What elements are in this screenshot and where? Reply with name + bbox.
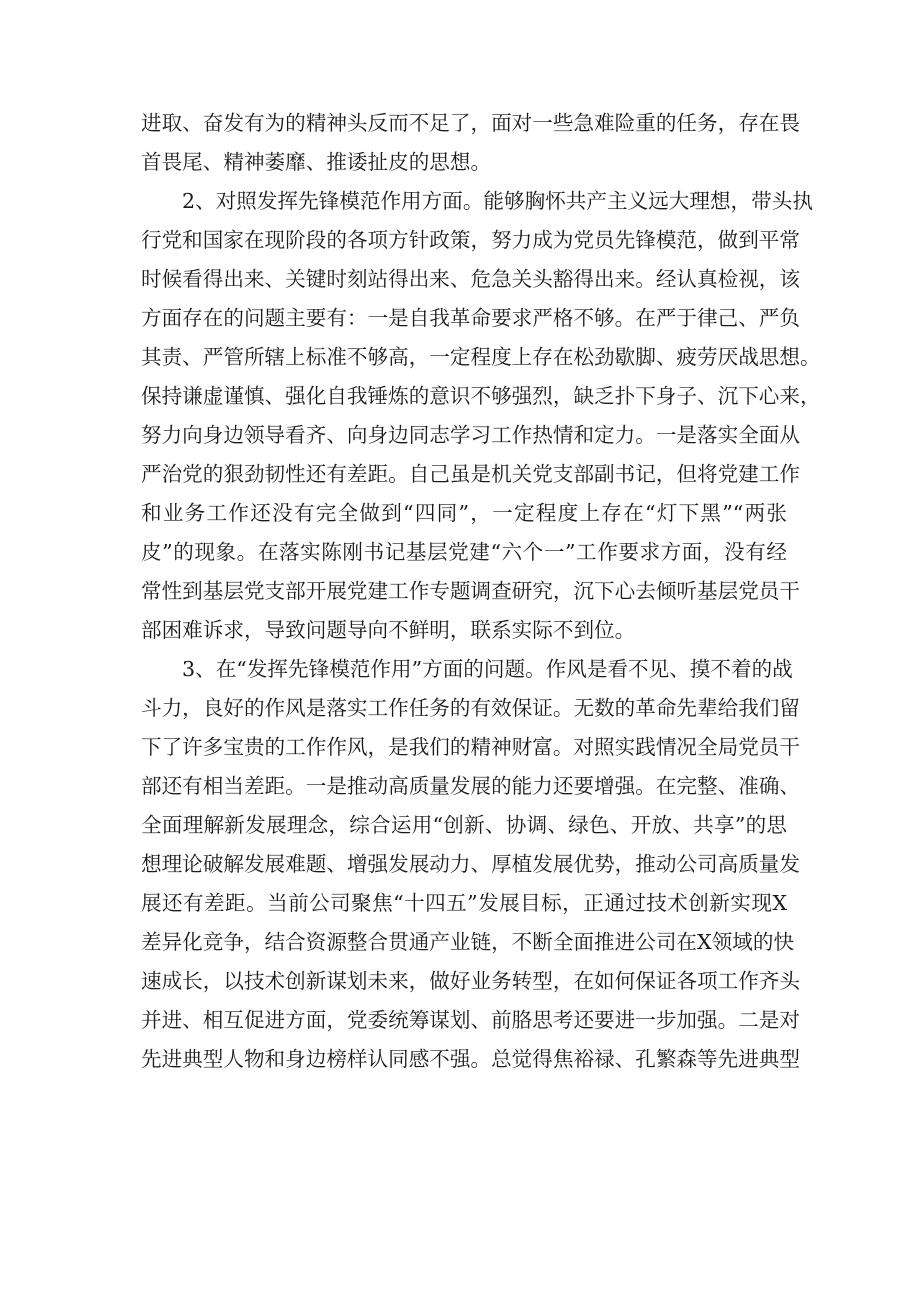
text-line: 努力向身边领导看齐、向身边同志学习工作热情和定力。一是落实全面从	[141, 423, 800, 447]
text-line: 方面存在的问题主要有：一是自我革命要求严格不够。在严于律己、严负	[141, 306, 800, 330]
text-line: 斗力，良好的作风是落实工作任务的有效保证。无数的革命先辈给我们留	[141, 696, 800, 720]
text-line: 差异化竞争，结合资源整合贯通产业链，不断全面推进公司在X领域的快	[141, 930, 795, 954]
text-line: 严治党的狠劲韧性还有差距。自己虽是机关党支部副书记，但将党建工作	[141, 462, 800, 486]
text-line: 部困难诉求，导致问题导向不鲜明，联系实际不到位。	[141, 618, 636, 642]
text-line: 想理论破解发展难题、增强发展动力、厚植发展优势，推动公司高质量发	[141, 852, 800, 876]
text-line: 2、对照发挥先锋模范作用方面。能够胸怀共产主义远大理想，带头执	[182, 189, 813, 213]
text-line: 首畏尾、精神萎靡、推诿扯皮的思想。	[141, 150, 492, 174]
text-line: 保持谦虚谨慎、强化自我锤炼的意识不够强烈，缺乏扑下身子、沉下心来，	[141, 384, 821, 408]
paragraph-3	[141, 650, 800, 1079]
text-line: 并进、相互促进方面，党委统筹谋划、前胳思考还要进一步加强。二是对	[141, 1008, 800, 1032]
text-line: 其责、严管所辖上标准不够高，一定程度上存在松劲歇脚、疲劳厌战思想。	[141, 345, 821, 369]
text-line: 全面理解新发展理念，综合运用“创新、协调、绿色、开放、共享”的思	[141, 813, 787, 837]
text-line: 常性到基层党支部开展党建工作专题调查研究，沉下心去倾听基层党员干	[141, 579, 800, 603]
text-line: 时候看得出来、关键时刻站得出来、危急关头豁得出来。经认真检视，该	[141, 267, 800, 291]
text-line: 下了许多宝贵的工作作风，是我们的精神财富。对照实践情况全局党员干	[141, 735, 800, 759]
text-line: 展还有差距。当前公司聚焦“十四五”发展目标，正通过技术创新实现X	[141, 891, 787, 915]
paragraph-continued	[141, 104, 800, 182]
text-line: 部还有相当差距。一是推动高质量发展的能力还要增强。在完整、准确、	[141, 774, 800, 798]
document-body	[141, 104, 821, 1079]
text-line: 先进典型人物和身边榜样认同感不强。总觉得焦裕禄、孔繁森等先进典型	[141, 1047, 800, 1071]
text-line: 行党和国家在现阶段的各项方针政策，努力成为党员先锋模范，做到平常	[141, 228, 800, 252]
text-line: 3、在“发挥先锋模范作用”方面的问题。作风是看不见、摸不着的战	[182, 657, 793, 681]
text-line: 和业务工作还没有完全做到“四同”，一定程度上存在“灯下黑”“两张	[141, 501, 787, 525]
text-line: 速成长，以技术创新谋划未来，做好业务转型，在如何保证各项工作齐头	[141, 969, 800, 993]
paragraph-2	[141, 182, 821, 650]
text-line: 进取、奋发有为的精神头反而不足了，面对一些急难险重的任务，存在畏	[141, 111, 800, 135]
text-line: 皮”的现象。在落实陈刚书记基层党建“六个一”工作要求方面，没有经	[141, 540, 787, 564]
